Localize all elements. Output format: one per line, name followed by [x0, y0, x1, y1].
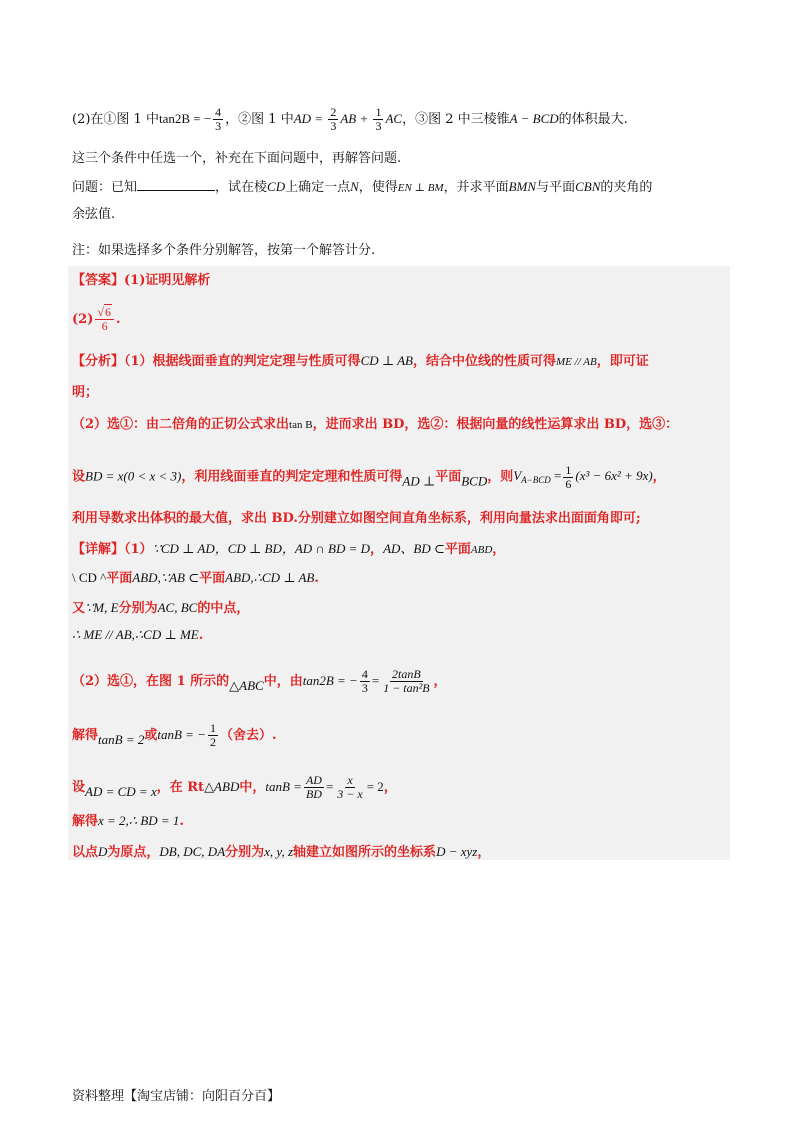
text: 问题：已知: [72, 180, 138, 195]
analysis-line-1: [72, 352, 649, 371]
text: 解得: [72, 814, 99, 829]
numerator: x: [347, 773, 353, 787]
math: ABD: [470, 544, 493, 556]
math: (x³ − 6x² + 9x): [575, 468, 653, 484]
text: 解得: [72, 728, 99, 743]
numerator: √6: [95, 306, 114, 320]
math: ME // AB: [556, 356, 597, 368]
math: DB, DC, DA: [159, 844, 226, 859]
text: ，利用线面垂直的判定定理和性质可得: [181, 469, 403, 485]
numerator: 4: [361, 667, 368, 681]
fraction: [304, 774, 324, 801]
detail-line-5: [72, 668, 447, 695]
fraction: [381, 668, 431, 695]
text: .: [179, 814, 184, 829]
math: AC: [385, 111, 403, 126]
numerator: AD: [305, 773, 322, 787]
denominator: 3: [375, 119, 382, 133]
math: tanB = −: [157, 727, 206, 742]
denominator: 3 − x: [337, 787, 363, 801]
text: ，在 Rt: [156, 780, 205, 795]
numerator: 1: [565, 463, 572, 477]
math: CD: [267, 179, 286, 194]
math: = 2: [366, 779, 384, 794]
text: 的夹角的: [600, 180, 653, 195]
analysis-line-5: 利用导数求出体积的最大值，求出 BD.分别建立如图空间直角坐标系，利用向量法求出面面角即可;: [72, 511, 641, 526]
fraction: [335, 774, 364, 801]
text: .: [115, 312, 121, 327]
detail-line-3: [72, 599, 249, 618]
text: ，: [383, 780, 397, 795]
math: =: [371, 673, 380, 688]
text: 的中点，: [197, 601, 250, 616]
denominator: 3: [215, 119, 222, 133]
math: BD = x(0 < x < 3): [85, 468, 182, 484]
answer-tag: 【答案】: [72, 273, 125, 288]
denominator: BD: [305, 787, 322, 801]
text: ，: [477, 845, 491, 860]
text: 或: [144, 728, 158, 743]
text: （2）选①：由二倍角的正切公式求出: [72, 417, 290, 432]
detail-line-8: [72, 812, 184, 831]
math: BCD: [461, 473, 488, 489]
math: A − BCD: [509, 111, 559, 126]
text: ，结合中位线的性质可得: [413, 354, 557, 369]
detail-line-4: [72, 626, 203, 645]
math: =: [325, 779, 334, 794]
detail-line-1: [72, 540, 505, 559]
math: D − xyz: [436, 844, 478, 859]
math: tan2B = −: [158, 111, 212, 126]
numerator: 2tanB: [392, 667, 421, 681]
denominator: 6: [101, 319, 108, 333]
text: 分别为: [118, 601, 158, 616]
text: 平面: [435, 469, 462, 485]
text: （1）: [124, 542, 153, 557]
math: x, y, z: [264, 844, 294, 859]
math: x = 2,∴ BD = 1: [98, 813, 180, 828]
math: tan2B = −: [302, 673, 358, 688]
analysis-tag: 【分析】: [72, 354, 125, 369]
math: tanB =: [265, 779, 302, 794]
text: ，②图 1 中: [225, 112, 294, 127]
analysis-line-3: [72, 416, 678, 434]
detail-line-9: [72, 843, 490, 862]
analysis-line-4: [72, 464, 666, 491]
text: ，: [492, 542, 506, 557]
math: V: [513, 468, 522, 484]
problem-line-3: [72, 178, 652, 197]
text: 设: [72, 469, 86, 485]
denominator: 1 − tan²B: [383, 681, 430, 695]
text: 轴建立如图所示的坐标系: [293, 845, 437, 860]
answer-line-1: [72, 272, 210, 290]
problem-line-1: [72, 106, 628, 133]
subscript: A−BCD: [521, 475, 551, 486]
text: 的体积最大.: [558, 112, 628, 127]
math: CBN: [575, 179, 601, 194]
math: AD、BD ⊂: [383, 541, 445, 556]
math: ∵CD ⊥ AD，CD ⊥ BD，AD ∩ BD = D: [152, 541, 371, 556]
denominator: 6: [565, 477, 572, 491]
math: ∵M, E: [85, 600, 119, 615]
fraction: [563, 464, 573, 491]
denominator: 3: [361, 681, 368, 695]
detail-line-2: [72, 569, 319, 588]
text: （1）根据线面垂直的判定定理与性质可得: [124, 354, 361, 369]
radicand: 6: [104, 305, 111, 319]
math: AB +: [340, 111, 372, 126]
math: BMN: [508, 179, 537, 194]
text: ，进而求出 BD，选②：根据向量的线性运算求出 BD，选③：: [312, 417, 679, 432]
numerator: 2: [330, 105, 337, 119]
text: 平面: [199, 571, 226, 586]
math: EN ⊥ BM: [397, 182, 444, 194]
fraction: [208, 722, 218, 749]
fraction: [213, 106, 223, 133]
detail-tag: 【详解】: [72, 542, 125, 557]
problem-note: 注：如果选择多个条件分别解答，按第一个解答计分.: [72, 243, 376, 258]
text: 平面: [444, 542, 471, 557]
math: tan B: [289, 419, 313, 431]
footer-text: 资料整理【淘宝店铺：向阳百分百】: [72, 1089, 281, 1104]
math: \ CD ^: [72, 570, 107, 585]
text: 以点: [72, 845, 99, 860]
text: （舍去）.: [219, 728, 277, 743]
math: AC, BC: [157, 600, 198, 615]
detail-line-6: [72, 722, 277, 749]
math: CD ⊥ AB: [360, 353, 413, 368]
analysis-line-2: 明；: [72, 385, 99, 400]
problem-line-4: 余弦值.: [72, 207, 116, 222]
text: ，: [433, 674, 447, 689]
math: AD =: [293, 111, 327, 126]
math: ABD,∴CD ⊥ AB: [225, 570, 315, 585]
text: ，则: [487, 469, 514, 485]
math: N: [350, 179, 359, 194]
text: ，并求平面: [443, 180, 509, 195]
math: △ABD: [204, 779, 240, 794]
math: ∴ ME // AB,∴CD ⊥ ME: [72, 627, 199, 642]
text: 平面: [106, 571, 133, 586]
text: ，③图 2 中三棱锥: [402, 112, 510, 127]
math: AD ⊥: [402, 473, 436, 489]
text: (1)证明见解析: [124, 273, 211, 288]
numerator: 1: [375, 105, 382, 119]
text: ，试在棱: [215, 180, 268, 195]
answer-blank: [137, 178, 215, 191]
fraction: [328, 106, 338, 133]
problem-line-2: 这三个条件中任选一个，补充在下面问题中，再解答问题.: [72, 151, 402, 166]
text: ，: [370, 542, 384, 557]
text: .: [198, 628, 204, 643]
answer-line-2: [72, 306, 120, 333]
math: =: [554, 468, 562, 484]
math: ABD,∵AB ⊂: [132, 570, 200, 585]
text: （2）选①，在图 1 所示的: [72, 674, 230, 689]
numerator: 4: [215, 105, 222, 119]
math: tanB = 2: [98, 732, 145, 747]
text: 与平面: [536, 180, 576, 195]
text: 设: [72, 780, 86, 795]
text: ，即可证: [596, 354, 649, 369]
denominator: 2: [209, 735, 216, 749]
text: 中，由: [263, 674, 303, 689]
text: ，使得: [358, 180, 398, 195]
text: 分别为: [225, 845, 265, 860]
text: ，: [652, 469, 666, 485]
volume-formula: [513, 463, 653, 491]
math: AD = CD = x: [85, 784, 157, 799]
text: 又: [72, 601, 86, 616]
math: △ABC: [229, 678, 264, 693]
detail-line-7: [72, 774, 397, 801]
text: (2): [72, 312, 94, 327]
text: (2)在①图 1 中: [72, 112, 159, 127]
text: .: [314, 571, 319, 586]
fraction: [360, 668, 370, 695]
text: 为原点，: [107, 845, 160, 860]
text: 中，: [239, 780, 266, 795]
fraction: [373, 106, 383, 133]
text: 上确定一点: [285, 180, 351, 195]
fraction: [95, 306, 114, 333]
math: D: [98, 844, 108, 859]
numerator: 1: [209, 721, 216, 735]
denominator: 3: [330, 119, 337, 133]
